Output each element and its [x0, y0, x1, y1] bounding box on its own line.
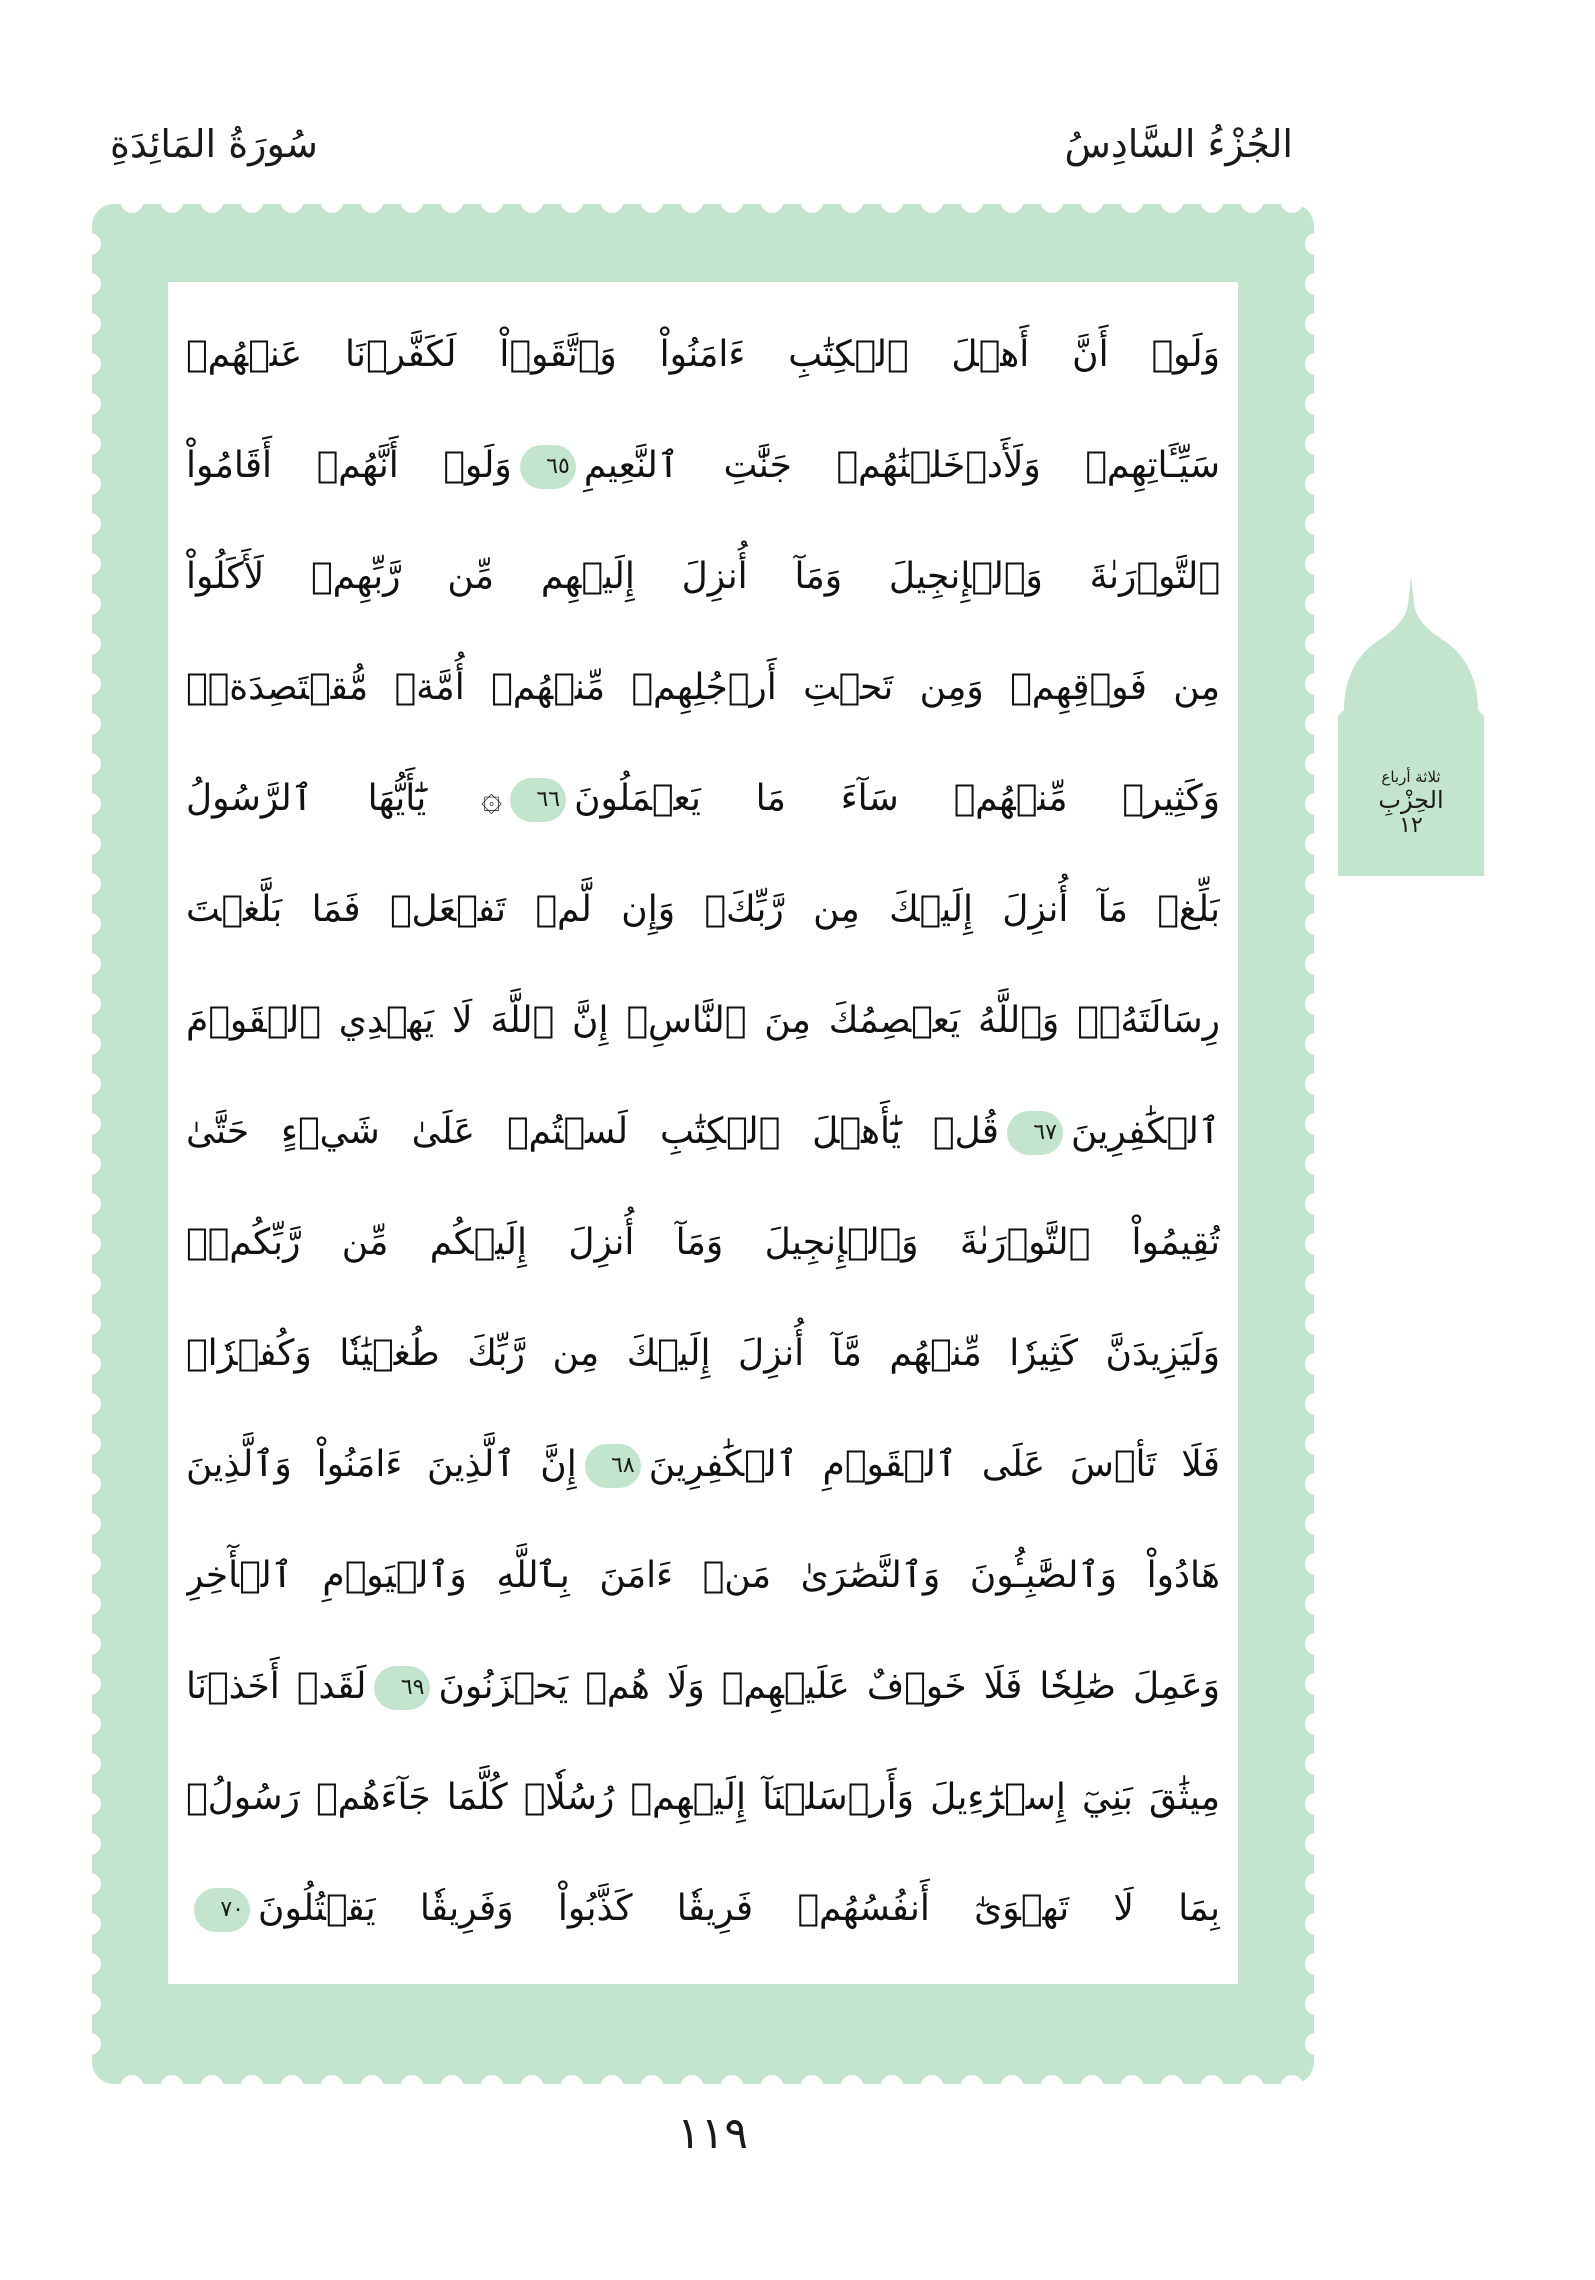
scallop-notch	[92, 473, 101, 495]
scallop-notch	[1305, 1713, 1314, 1735]
scallop-notch	[561, 204, 583, 213]
text-line: تُقِيمُواْ ٱلتَّوۡرَىٰةَ وَٱلۡإِنجِيلَ وَمَآ أُنزِلَ إِلَيۡكُم مِّن رَّبِّكُمۡۗ	[186, 1222, 1220, 1263]
scallop-notch	[1201, 204, 1223, 213]
scallop-notch	[881, 204, 903, 213]
scallop-notch	[1305, 1313, 1314, 1335]
scallop-notch	[1081, 204, 1103, 213]
scallop-notch	[92, 633, 101, 655]
scallop-notch	[1305, 353, 1314, 375]
text-line: وَعَمِلَ صَٰلِحٗا فَلَا خَوۡفٌ عَلَيۡهِمۡ وَلَا هُمۡ يَحۡزَنُونَ٦٩لَقَدۡ أَخَذۡنَا	[186, 1632, 1220, 1742]
scallop-notch	[92, 1993, 101, 2015]
text-line: وَلَوۡ أَنَّ أَهۡلَ ٱلۡكِتَٰبِ ءَامَنُواْ وَٱتَّقَوۡاْ لَكَفَّرۡنَا عَنۡهُمۡ	[186, 334, 1220, 375]
scallop-notch	[801, 2075, 823, 2084]
scallop-notch	[92, 1433, 101, 1455]
scallop-notch	[1305, 753, 1314, 775]
scallop-notch	[1001, 204, 1023, 213]
hizb-word: الحِزْبِ	[1378, 786, 1444, 814]
ayah-number-marker: ٦٥	[520, 445, 576, 489]
scallop-notch	[441, 2075, 463, 2084]
scallop-notch	[92, 2033, 101, 2055]
text-line: ٱلتَّوۡرَىٰةَ وَٱلۡإِنجِيلَ وَمَآ أُنزِلَ إِلَيۡهِم مِّن رَّبِّهِمۡ لَأَكَلُواْ	[186, 556, 1220, 597]
scallop-notch	[921, 2075, 943, 2084]
scallop-notch	[92, 1753, 101, 1775]
scallop-notch	[1305, 433, 1314, 455]
scallop-notch	[92, 513, 101, 535]
scallop-notch	[1001, 2075, 1023, 2084]
scallop-notch	[92, 1273, 101, 1295]
surah-title: سُورَةُ المَائِدَةِ	[110, 122, 318, 166]
scallop-notch	[92, 433, 101, 455]
scallop-notch	[121, 204, 143, 213]
scallop-notch	[481, 204, 503, 213]
scallop-notch	[1041, 204, 1063, 213]
scallop-notch	[1305, 553, 1314, 575]
scallop-notch	[92, 313, 101, 335]
text-line: هَادُواْ وَٱلصَّٰبِـُٔونَ وَٱلنَّصَٰرَىٰ مَنۡ ءَامَنَ بِٱللَّهِ وَٱلۡيَوۡمِ ٱلۡأٓخِرِ	[186, 1555, 1220, 1596]
scallop-notch	[1305, 1513, 1314, 1535]
scallop-notch	[1305, 1353, 1314, 1375]
scallop-notch	[521, 2075, 543, 2084]
scallop-notch	[1305, 393, 1314, 415]
ayah-number-marker: ٦٧	[1007, 1111, 1063, 1155]
scallop-notch	[681, 204, 703, 213]
scallop-notch	[1305, 1233, 1314, 1255]
scallop-notch	[92, 1553, 101, 1575]
scallop-notch	[1305, 1433, 1314, 1455]
scallop-notch	[1305, 1153, 1314, 1175]
scallop-notch	[961, 204, 983, 213]
hizb-quarter-text: ثلاثة أرباع	[1381, 768, 1441, 786]
scallop-notch	[1201, 2075, 1223, 2084]
scallop-notch	[92, 793, 101, 815]
scallop-notch	[1305, 1593, 1314, 1615]
scallop-notch	[561, 2075, 583, 2084]
scallop-notch	[92, 1873, 101, 1895]
scallop-notch	[92, 1033, 101, 1055]
scallop-notch	[481, 2075, 503, 2084]
scallop-notch	[92, 593, 101, 615]
scallop-notch	[92, 1673, 101, 1695]
text-line: ٱلۡكَٰفِرِينَ٦٧قُلۡ يَٰٓأَهۡلَ ٱلۡكِتَٰبِ لَسۡتُمۡ عَلَىٰ شَيۡءٍ حَتَّىٰ	[186, 1077, 1220, 1187]
scallop-notch	[1305, 1633, 1314, 1655]
scallop-notch	[361, 204, 383, 213]
scallop-notch	[721, 2075, 743, 2084]
scallop-notch	[161, 2075, 183, 2084]
scallop-notch	[601, 204, 623, 213]
scallop-notch	[92, 1713, 101, 1735]
scallop-notch	[1305, 1753, 1314, 1775]
scallop-notch	[1305, 833, 1314, 855]
ayah-number-marker: ٦٦	[510, 778, 566, 822]
scallop-notch	[401, 204, 423, 213]
scallop-notch	[92, 273, 101, 295]
scallop-notch	[1041, 2075, 1063, 2084]
scallop-notch	[1161, 2075, 1183, 2084]
scallop-notch	[601, 2075, 623, 2084]
scallop-notch	[92, 713, 101, 735]
scallop-notch	[1121, 204, 1143, 213]
scallop-notch	[92, 1593, 101, 1615]
scallop-notch	[1161, 204, 1183, 213]
scallop-notch	[281, 204, 303, 213]
juz-title: الجُزْءُ السَّادِسُ	[1064, 122, 1293, 166]
scallop-notch	[1305, 1193, 1314, 1215]
scallop-notch	[92, 833, 101, 855]
scallop-notch	[761, 204, 783, 213]
scallop-notch	[1305, 1393, 1314, 1415]
scallop-notch	[121, 2075, 143, 2084]
scallop-notch	[321, 204, 343, 213]
text-line: وَكَثِيرٞ مِّنۡهُمۡ سَآءَ مَا يَعۡمَلُونَ٦٦۞ يَٰٓأَيُّهَا ٱلرَّسُولُ	[186, 744, 1220, 854]
scallop-notch	[92, 1113, 101, 1135]
text-line: سَيِّـَٔاتِهِمۡ وَلَأَدۡخَلۡنَٰهُمۡ جَنَّٰتِ ٱلنَّعِيمِ٦٥وَلَوۡ أَنَّهُمۡ أَقَامُواْ	[186, 411, 1220, 521]
scallop-notch	[92, 1953, 101, 1975]
hizb-number: ١٢	[1399, 813, 1423, 838]
scallop-notch	[92, 993, 101, 1015]
scallop-notch	[92, 1233, 101, 1255]
scallop-notch	[321, 2075, 343, 2084]
scallop-notch	[1305, 953, 1314, 975]
scallop-notch	[281, 2075, 303, 2084]
scallop-notch	[92, 553, 101, 575]
scallop-notch	[92, 1193, 101, 1215]
ayah-number-marker: ٧٠	[194, 1888, 250, 1932]
scallop-notch	[92, 1833, 101, 1855]
scallop-notch	[1305, 1113, 1314, 1135]
scallop-notch	[1305, 233, 1314, 255]
scallop-notch	[761, 2075, 783, 2084]
scallop-notch	[92, 1473, 101, 1495]
scallop-notch	[201, 204, 223, 213]
scallop-notch	[1305, 593, 1314, 615]
scallop-notch	[1305, 673, 1314, 695]
scallop-notch	[1305, 473, 1314, 495]
scallop-notch	[92, 1793, 101, 1815]
scallop-notch	[1305, 513, 1314, 535]
page-number: ١١٩	[677, 2108, 748, 2159]
scallop-notch	[401, 2075, 423, 2084]
scallop-notch	[1305, 2033, 1314, 2055]
scallop-notch	[92, 1073, 101, 1095]
scallop-notch	[881, 2075, 903, 2084]
quran-text	[186, 300, 1220, 1966]
scallop-notch	[1305, 1953, 1314, 1975]
scallop-notch	[92, 393, 101, 415]
scallop-notch	[92, 1513, 101, 1535]
scallop-notch	[92, 1153, 101, 1175]
ayah-number-marker: ٦٩	[374, 1666, 430, 1710]
scallop-notch	[1305, 1993, 1314, 2015]
text-line: فَلَا تَأۡسَ عَلَى ٱلۡقَوۡمِ ٱلۡكَٰفِرِينَ٦٨إِنَّ ٱلَّذِينَ ءَامَنُواْ وَٱلَّذِينَ	[186, 1410, 1220, 1520]
scallop-notch	[92, 953, 101, 975]
scallop-notch	[1305, 273, 1314, 295]
scallop-notch	[92, 913, 101, 935]
scallop-notch	[1305, 1553, 1314, 1575]
scallop-notch	[241, 204, 263, 213]
text-line: بِمَا لَا تَهۡوَىٰٓ أَنفُسُهُمۡ فَرِيقٗا كَذَّبُواْ وَفَرِيقٗا يَقۡتُلُونَ٧٠	[186, 1854, 1220, 1964]
scallop-notch	[1305, 993, 1314, 1015]
scallop-notch	[1241, 2075, 1263, 2084]
scallop-notch	[1305, 913, 1314, 935]
scallop-notch	[721, 204, 743, 213]
scallop-notch	[201, 2075, 223, 2084]
scallop-notch	[1305, 313, 1314, 335]
scallop-notch	[1305, 1913, 1314, 1935]
scallop-notch	[1305, 1033, 1314, 1055]
scallop-notch	[92, 1633, 101, 1655]
text-line: مِيثَٰقَ بَنِيٓ إِسۡرَٰٓءِيلَ وَأَرۡسَلۡنَآ إِلَيۡهِمۡ رُسُلٗاۖ كُلَّمَا جَآءَهُمۡ رَسُولُۢ	[186, 1777, 1220, 1818]
scallop-notch	[1305, 873, 1314, 895]
scallop-notch	[801, 204, 823, 213]
scallop-notch	[841, 2075, 863, 2084]
scallop-notch	[161, 204, 183, 213]
scallop-notch	[1305, 1273, 1314, 1295]
scallop-notch	[92, 1353, 101, 1375]
scallop-notch	[641, 204, 663, 213]
scallop-notch	[1305, 1073, 1314, 1095]
scallop-notch	[92, 873, 101, 895]
scallop-notch	[92, 1313, 101, 1335]
scallop-notch	[92, 753, 101, 775]
scallop-notch	[1281, 204, 1303, 213]
scallop-notch	[1305, 1873, 1314, 1895]
scallop-notch	[1305, 1473, 1314, 1495]
scallop-notch	[92, 1393, 101, 1415]
scallop-notch	[1305, 633, 1314, 655]
scallop-notch	[961, 2075, 983, 2084]
text-line: رِسَالَتَهُۥۚ وَٱللَّهُ يَعۡصِمُكَ مِنَ ٱلنَّاسِۗ إِنَّ ٱللَّهَ لَا يَهۡدِي ٱلۡقَوۡمَ	[186, 1000, 1220, 1041]
scallop-notch	[1305, 793, 1314, 815]
scallop-notch	[641, 2075, 663, 2084]
scallop-notch	[1305, 713, 1314, 735]
text-line: وَلَيَزِيدَنَّ كَثِيرٗا مِّنۡهُم مَّآ أُنزِلَ إِلَيۡكَ مِن رَّبِّكَ طُغۡيَٰنٗا وَكُفۡرٗاۖ	[186, 1333, 1220, 1374]
scallop-notch	[841, 204, 863, 213]
scallop-notch	[681, 2075, 703, 2084]
scallop-notch	[92, 673, 101, 695]
scallop-notch	[361, 2075, 383, 2084]
scallop-notch	[1305, 1833, 1314, 1855]
text-line: بَلِّغۡ مَآ أُنزِلَ إِلَيۡكَ مِن رَّبِّكَۖ وَإِن لَّمۡ تَفۡعَلۡ فَمَا بَلَّغۡتَ	[186, 889, 1220, 930]
scallop-notch	[441, 204, 463, 213]
scallop-notch	[92, 353, 101, 375]
ayah-number-marker: ٦٨	[585, 1444, 641, 1488]
scallop-notch	[1305, 1673, 1314, 1695]
scallop-notch	[1121, 2075, 1143, 2084]
scallop-notch	[92, 233, 101, 255]
scallop-notch	[1081, 2075, 1103, 2084]
scallop-notch	[1241, 204, 1263, 213]
text-line: مِن فَوۡقِهِمۡ وَمِن تَحۡتِ أَرۡجُلِهِمۚ مِّنۡهُمۡ أُمَّةٞ مُّقۡتَصِدَةٞۖ	[186, 667, 1220, 708]
scallop-notch	[1305, 1793, 1314, 1815]
scallop-notch	[521, 204, 543, 213]
hizb-label	[1338, 768, 1484, 838]
scallop-notch	[241, 2075, 263, 2084]
scallop-notch	[92, 1913, 101, 1935]
scallop-notch	[1281, 2075, 1303, 2084]
scallop-notch	[921, 204, 943, 213]
